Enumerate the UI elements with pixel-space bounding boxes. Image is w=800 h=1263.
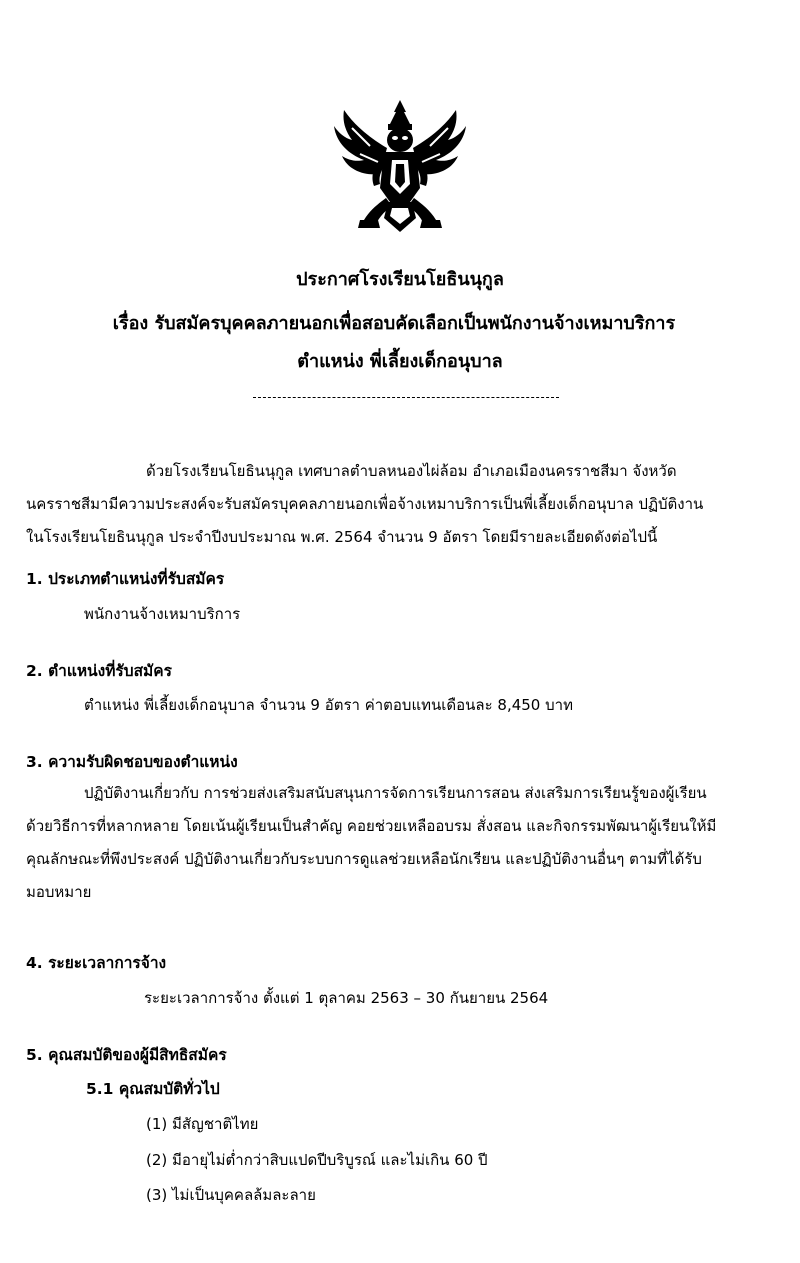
title-divider [253,397,559,398]
announcement-title: ประกาศโรงเรียนโยธินนุกูล [296,269,504,290]
intro-line: ในโรงเรียนโยธินนุกูล ประจำปีงบประมาณ พ.ศ. 2564 จำนวน 9 อัตรา โดยมีรายละเอียดดังต่อไปนี้ [26,528,658,546]
section-3-line: คุณลักษณะที่พึงประสงค์ ปฏิบัติงานเกี่ยวกับระบบการดูแลช่วยเหลือนักเรียน และปฏิบัติงานอื่นๆ ตามที่ได้รับ [26,850,702,868]
section-5-heading: 5. คุณสมบัติของผู้มีสิทธิสมัคร [26,1046,227,1064]
qualification-item: (1) มีสัญชาติไทย [146,1115,259,1133]
section-3-heading: 3. ความรับผิดชอบของตำแหน่ง [26,753,238,771]
section-1-heading: 1. ประเภทตำแหน่งที่รับสมัคร [26,570,225,588]
announcement-position: ตำแหน่ง พี่เลี้ยงเด็กอนุบาล [297,351,503,372]
section-4-heading: 4. ระยะเวลาการจ้าง [26,954,167,972]
qualification-item: (2) มีอายุไม่ต่ำกว่าสิบแปดปีบริบูรณ์ และไม่เกิน 60 ปี [146,1151,488,1169]
intro-paragraph [26,455,786,554]
qualification-item: (3) ไม่เป็นบุคคลล้มละลาย [146,1186,316,1204]
announcement-subject: เรื่อง รับสมัครบุคคลภายนอกเพื่อสอบคัดเลือกเป็นพนักงานจ้างเหมาบริการ [112,313,676,334]
garuda-emblem [330,98,470,234]
section-3-line: ด้วยวิธีการที่หลากหลาย โดยเน้นผู้เรียนเป็นสำคัญ คอยช่วยเหลืออบรม สั่งสอน และกิจกรรมพัฒนาผู้เรียนให้มี [26,817,717,835]
section-2-text: ตำแหน่ง พี่เลี้ยงเด็กอนุบาล จำนวน 9 อัตรา ค่าตอบแทนเดือนละ 8,450 บาท [84,696,573,714]
intro-line: นครราชสีมามีความประสงค์จะรับสมัครบุคคลภายนอกเพื่อจ้างเหมาบริการเป็นพี่เลี้ยงเด็กอนุบาล ปฏิบัติงาน [26,495,704,513]
intro-line: ด้วยโรงเรียนโยธินนุกูล เทศบาลตำบลหนองไผ่ล้อม อำเภอเมืองนครราชสีมา จังหวัด [146,462,677,480]
section-3-line: ปฏิบัติงานเกี่ยวกับ การช่วยส่งเสริมสนับสนุนการจัดการเรียนการสอน ส่งเสริมการเรียนรู้ของผู้เรียน [84,784,707,802]
section-5-1-heading: 5.1 คุณสมบัติทั่วไป [86,1080,220,1098]
section-2-heading: 2. ตำแหน่งที่รับสมัคร [26,662,172,680]
section-4-text: ระยะเวลาการจ้าง ตั้งแต่ 1 ตุลาคม 2563 – 30 กันยายน 2564 [144,989,549,1007]
section-3-line: มอบหมาย [26,883,92,901]
section-1-text: พนักงานจ้างเหมาบริการ [84,605,241,623]
section-3-paragraph [26,777,786,909]
